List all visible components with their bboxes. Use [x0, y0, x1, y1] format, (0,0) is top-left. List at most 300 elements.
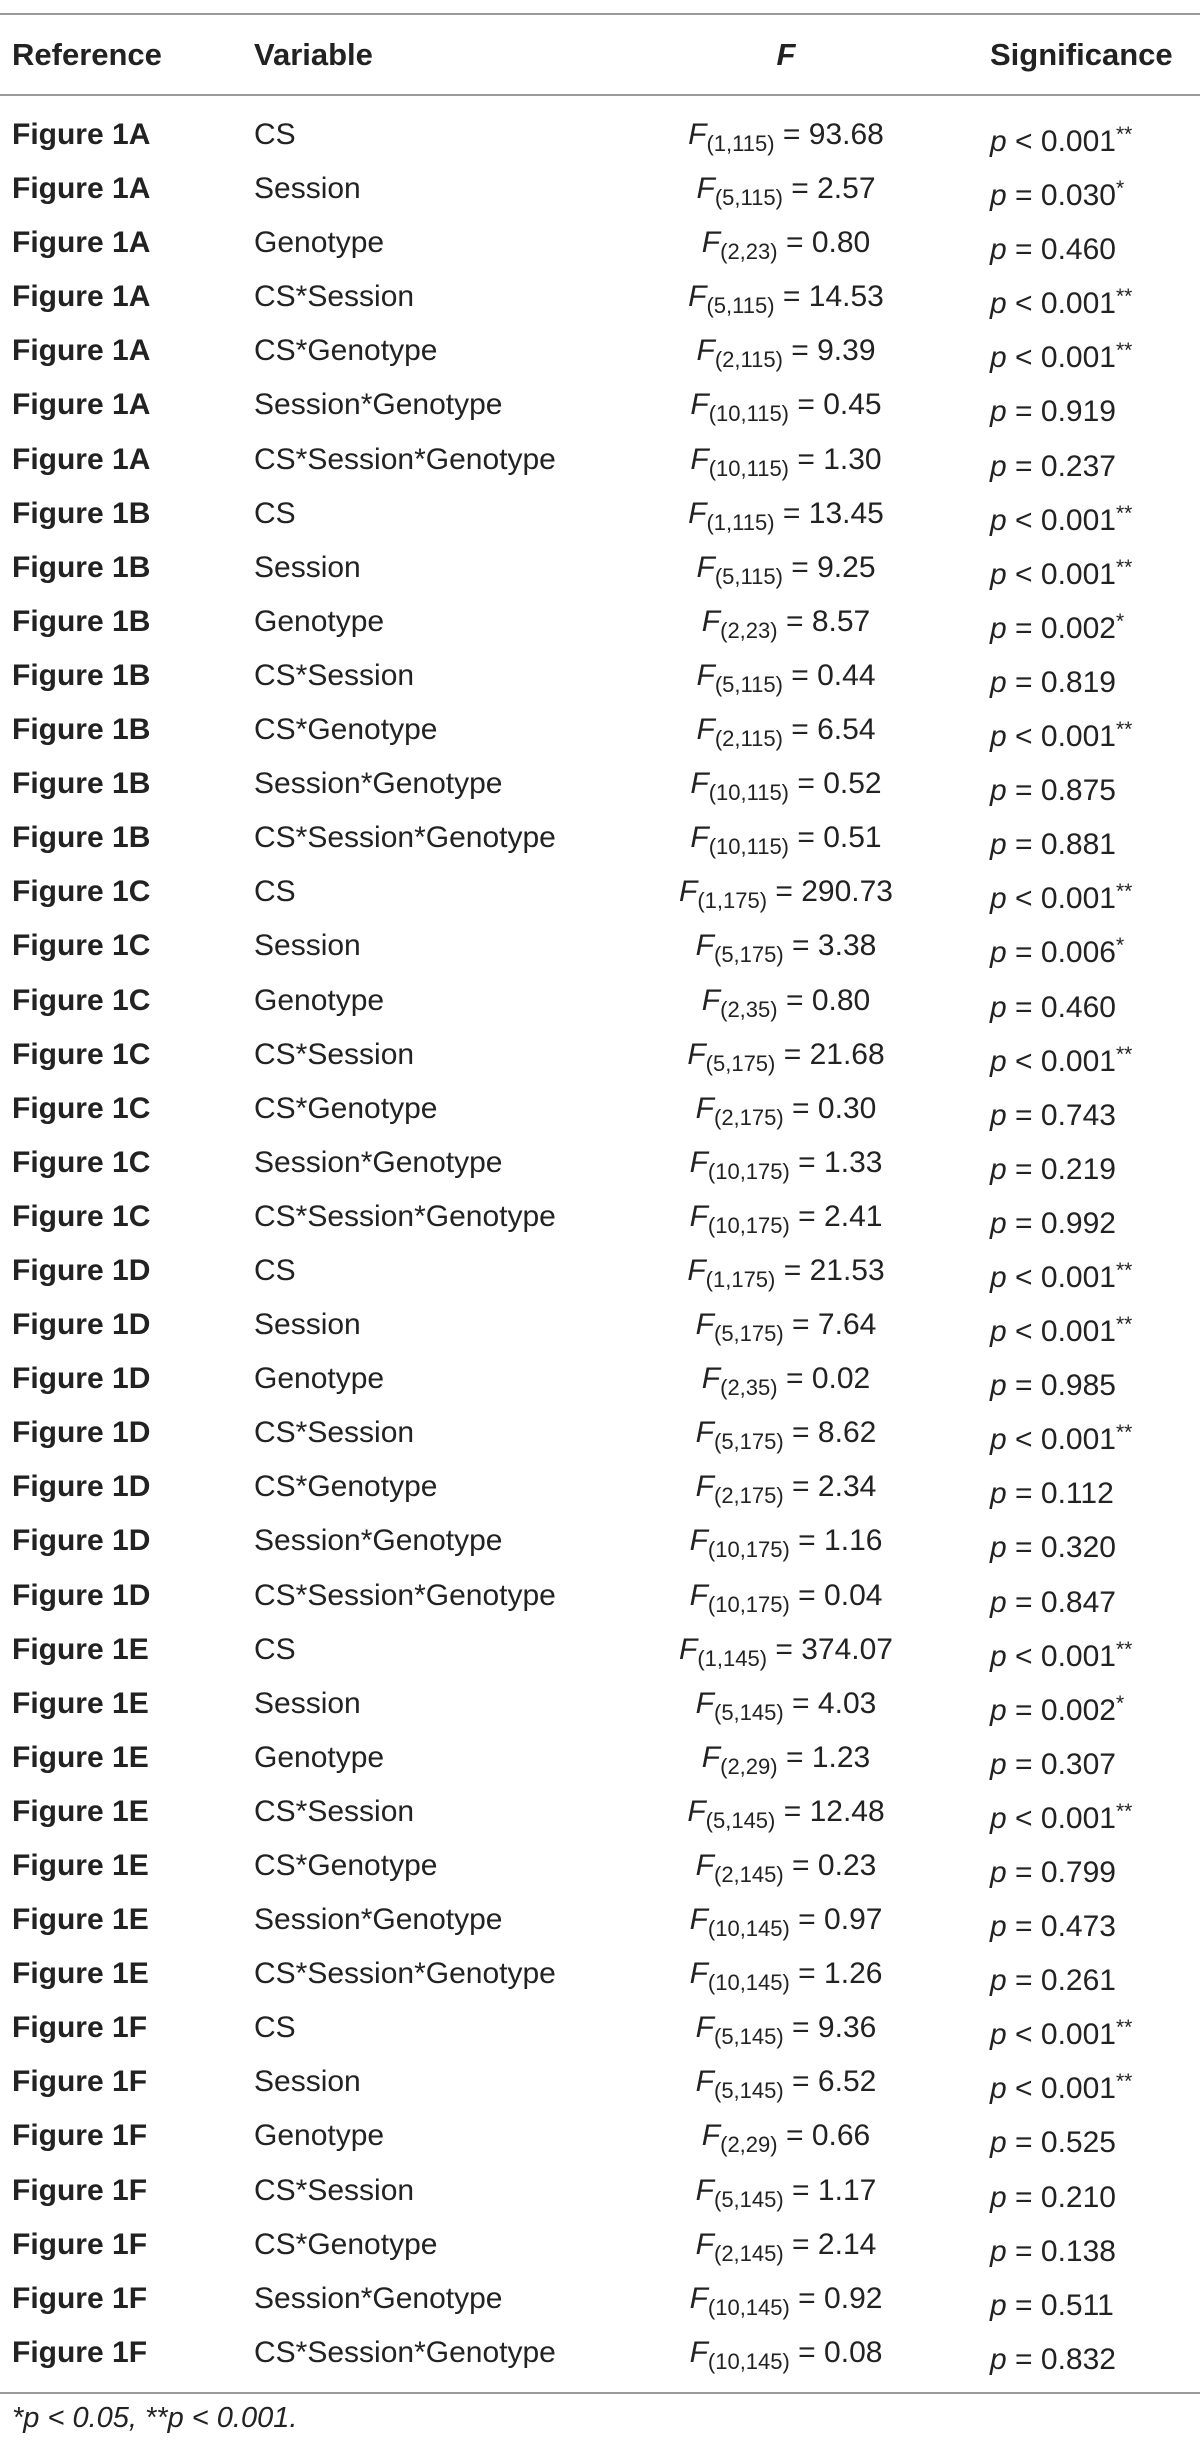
f-degrees-of-freedom: (2,23) [720, 617, 778, 643]
row-significance [990, 1460, 1114, 1514]
p-symbol: p [990, 2288, 1007, 2322]
f-value: 0.45 [823, 388, 882, 422]
table-bottom-rule [0, 2392, 1200, 2394]
f-degrees-of-freedom: (5,175) [714, 1429, 784, 1455]
f-degrees-of-freedom: (2,145) [714, 2240, 784, 2266]
row-f-statistic: $F_{(10,175)} = 1.16$ [689, 1524, 883, 1563]
row-significance [990, 919, 1124, 973]
row-reference: Figure 1B [12, 604, 151, 638]
row-f-statistic: $F_{(2,23)} = 8.57$ [701, 604, 871, 643]
f-value: 2.41 [824, 1199, 883, 1233]
f-value: 4.03 [817, 1686, 877, 1720]
row-reference: Figure 1F [12, 2227, 148, 2261]
p-operator: < [1015, 557, 1033, 591]
f-degrees-of-freedom: (10,145) [707, 2348, 790, 2374]
p-symbol: p [990, 828, 1007, 862]
f-symbol: F [689, 1578, 708, 1612]
f-degrees-of-freedom: (5,145) [714, 1699, 784, 1725]
row-reference: Figure 1F [12, 2119, 148, 2153]
row-significance [990, 2055, 1132, 2109]
p-operator: < [1015, 1639, 1033, 1673]
row-significance [990, 2272, 1114, 2326]
row-variable: CS*Session [254, 2173, 415, 2207]
f-value: 13.45 [808, 496, 884, 530]
row-significance [990, 1514, 1116, 1568]
row-reference: Figure 1E [12, 1632, 149, 1666]
f-degrees-of-freedom: (1,115) [706, 509, 775, 535]
f-symbol: F [696, 658, 715, 692]
f-value: 1.16 [824, 1524, 883, 1558]
p-symbol: p [990, 1531, 1007, 1565]
table-row [0, 541, 1200, 595]
row-significance [990, 216, 1116, 270]
table-row [0, 378, 1200, 432]
table-row [0, 865, 1200, 919]
f-value: 0.08 [824, 2335, 883, 2369]
table-body [0, 108, 1200, 2380]
p-value: 0.819 [1040, 665, 1116, 699]
f-value: 93.68 [808, 118, 884, 151]
row-f-statistic: $F_{(2,35)} = 0.02$ [701, 1362, 871, 1401]
table-row [0, 2272, 1200, 2326]
f-value: 1.17 [817, 2173, 877, 2207]
p-value: 0.219 [1040, 1152, 1116, 1186]
row-f-statistic: $F_{(1,175)} = 290.73$ [678, 875, 893, 914]
significance-stars: ** [1115, 555, 1133, 579]
row-variable: Genotype [254, 2119, 385, 2153]
row-variable: Session [254, 172, 361, 206]
p-symbol: p [990, 287, 1007, 321]
f-symbol: F [695, 1308, 714, 1342]
row-variable: Session [254, 1308, 361, 1342]
p-symbol: p [990, 395, 1007, 429]
row-variable: CS*Session*Genotype [254, 2335, 556, 2369]
row-reference: Figure 1F [12, 2011, 148, 2045]
row-significance [990, 1731, 1116, 1785]
row-reference: Figure 1A [12, 118, 151, 151]
f-symbol: F [687, 1253, 706, 1287]
table-row [0, 1623, 1200, 1677]
p-symbol: p [990, 125, 1007, 158]
f-degrees-of-freedom: (5,115) [706, 293, 775, 319]
row-significance [990, 811, 1116, 865]
row-reference: Figure 1A [12, 280, 151, 314]
row-significance [990, 974, 1116, 1028]
f-symbol: F [695, 1849, 714, 1882]
p-value: 0.112 [1040, 1477, 1114, 1511]
row-significance [990, 595, 1124, 649]
row-variable: CS*Session [254, 1416, 415, 1450]
f-symbol: F [688, 280, 707, 314]
row-reference: Figure 1D [12, 1308, 151, 1342]
row-f-statistic: $F_{(5,115)} = 2.57$ [696, 172, 876, 211]
p-symbol: p [990, 1206, 1007, 1240]
row-significance [990, 757, 1116, 811]
row-variable: Genotype [254, 1362, 385, 1396]
f-symbol: F [696, 172, 715, 206]
p-value: 0.030 [1040, 179, 1116, 213]
row-f-statistic: $F_{(5,145)} = 4.03$ [695, 1686, 877, 1725]
row-f-statistic: $F_{(10,115)} = 0.52$ [690, 767, 882, 806]
p-symbol: p [990, 774, 1007, 808]
p-operator: = [1015, 1585, 1033, 1619]
p-symbol: p [990, 1260, 1007, 1294]
p-symbol: p [990, 233, 1007, 267]
row-significance [990, 324, 1132, 378]
row-variable: CS*Session*Genotype [254, 442, 556, 476]
table-row [0, 1406, 1200, 1460]
row-f-statistic: $F_{(10,115)} = 0.45$ [690, 388, 882, 427]
f-symbol: F [701, 2119, 721, 2153]
p-value: 0.511 [1040, 2288, 1114, 2322]
p-operator: < [1015, 720, 1033, 754]
p-value: 0.992 [1040, 1206, 1116, 1240]
row-significance [990, 1623, 1132, 1677]
table-row [0, 595, 1200, 649]
row-reference: Figure 1E [12, 1903, 149, 1937]
f-value: 0.66 [811, 2119, 871, 2153]
p-value: 0.001 [1040, 882, 1116, 916]
f-degrees-of-freedom: (2,35) [720, 996, 778, 1022]
table-row [0, 2001, 1200, 2055]
f-value: 1.33 [824, 1145, 883, 1179]
row-significance [990, 1839, 1116, 1893]
row-variable: Session*Genotype [254, 388, 503, 422]
p-value: 0.261 [1040, 1964, 1116, 1998]
p-operator: = [1015, 1369, 1033, 1403]
p-symbol: p [990, 1747, 1007, 1781]
row-reference: Figure 1B [12, 767, 151, 801]
p-value: 0.875 [1040, 774, 1116, 808]
p-value: 0.001 [1040, 341, 1116, 375]
row-reference: Figure 1E [12, 1740, 149, 1774]
table-row [0, 1082, 1200, 1136]
f-symbol: F [689, 1957, 708, 1991]
table-row [0, 1298, 1200, 1352]
table-row [0, 2218, 1200, 2272]
p-symbol: p [990, 179, 1007, 213]
f-symbol: F [695, 1470, 714, 1504]
f-value: 1.26 [824, 1957, 883, 1991]
f-symbol: F [701, 226, 721, 260]
significance-stars: ** [1115, 339, 1133, 363]
table-row [0, 1028, 1200, 1082]
p-value: 0.881 [1040, 828, 1116, 862]
f-symbol: F [688, 118, 707, 151]
p-operator: < [1015, 882, 1033, 916]
f-value: 374.07 [801, 1632, 893, 1666]
f-degrees-of-freedom: (2,115) [714, 347, 783, 373]
row-reference: Figure 1B [12, 713, 151, 747]
f-symbol: F [695, 1091, 714, 1125]
p-symbol: p [990, 1152, 1007, 1186]
significance-stars: ** [1115, 1421, 1133, 1445]
f-degrees-of-freedom: (5,145) [714, 2186, 784, 2212]
p-operator: = [1015, 179, 1033, 213]
p-value: 0.237 [1040, 449, 1116, 483]
row-f-statistic: $F_{(10,145)} = 0.08$ [689, 2335, 883, 2374]
row-reference: Figure 1E [12, 1794, 149, 1828]
row-reference: Figure 1B [12, 821, 151, 855]
row-f-statistic: $F_{(2,145)} = 0.23$ [695, 1849, 877, 1887]
row-reference: Figure 1E [12, 1957, 149, 1991]
f-symbol: F [688, 496, 707, 530]
f-symbol: F [696, 713, 715, 747]
p-symbol: p [990, 936, 1007, 970]
p-symbol: p [990, 2180, 1007, 2214]
table-row [0, 649, 1200, 703]
p-symbol: p [990, 2072, 1007, 2106]
f-value: 0.80 [811, 226, 871, 260]
f-value: 0.51 [823, 821, 882, 855]
p-value: 0.473 [1040, 1910, 1116, 1944]
table-row [0, 324, 1200, 378]
p-symbol: p [990, 2126, 1007, 2160]
f-degrees-of-freedom: (10,145) [707, 1970, 790, 1996]
row-variable: Session*Genotype [254, 1903, 503, 1937]
f-value: 0.02 [811, 1362, 871, 1396]
f-symbol: F [695, 1686, 714, 1720]
row-variable: CS*Session*Genotype [254, 1957, 556, 1991]
p-symbol: p [990, 665, 1007, 699]
row-variable: CS [254, 496, 296, 530]
row-significance [990, 108, 1132, 162]
row-f-statistic: $F_{(2,175)} = 0.30$ [695, 1091, 877, 1130]
significance-stars: * [1115, 177, 1125, 201]
row-f-statistic: $F_{(5,115)} = 9.25$ [696, 550, 876, 589]
p-value: 0.001 [1040, 1315, 1116, 1349]
f-value: 2.57 [817, 172, 876, 206]
significance-stars: ** [1115, 1799, 1133, 1823]
f-symbol: F [689, 1524, 708, 1558]
row-reference: Figure 1C [12, 1037, 151, 1071]
f-degrees-of-freedom: (5,115) [714, 563, 783, 589]
row-variable: CS [254, 875, 296, 909]
p-operator: = [1015, 1964, 1033, 1998]
row-significance [990, 162, 1124, 216]
p-operator: = [1015, 449, 1033, 483]
p-value: 0.001 [1040, 1801, 1116, 1835]
f-symbol: F [690, 388, 709, 422]
p-value: 0.001 [1040, 720, 1116, 754]
f-symbol: F [695, 929, 714, 963]
row-variable: CS*Session [254, 658, 415, 692]
row-significance [990, 1298, 1132, 1352]
row-f-statistic: $F_{(10,175)} = 0.04$ [689, 1578, 883, 1617]
p-operator: = [1015, 395, 1033, 429]
p-symbol: p [990, 1693, 1007, 1727]
row-significance [990, 2109, 1116, 2163]
row-f-statistic: $F_{(2,23)} = 0.80$ [701, 226, 871, 265]
row-reference: Figure 1D [12, 1253, 151, 1287]
row-variable: Session [254, 550, 361, 584]
p-operator: = [1015, 233, 1033, 267]
f-value: 0.44 [817, 658, 876, 692]
f-symbol: F [689, 2335, 708, 2369]
p-symbol: p [990, 1910, 1007, 1944]
p-operator: < [1015, 503, 1033, 537]
f-value: 290.73 [801, 875, 893, 909]
table-row [0, 703, 1200, 757]
f-value: 21.53 [809, 1253, 885, 1287]
row-f-statistic: $F_{(2,115)} = 9.39$ [696, 334, 876, 373]
row-f-statistic: $F_{(2,175)} = 2.34$ [695, 1470, 877, 1509]
row-f-statistic: $F_{(2,115)} = 6.54$ [696, 713, 876, 752]
row-f-statistic: $F_{(5,175)} = 7.64$ [695, 1308, 877, 1347]
f-degrees-of-freedom: (2,29) [720, 1753, 778, 1779]
significance-stars: ** [1115, 1637, 1133, 1661]
row-reference: Figure 1D [12, 1524, 151, 1558]
row-significance [990, 649, 1116, 703]
f-symbol: F [696, 334, 715, 368]
row-f-statistic: $F_{(1,175)} = 21.53$ [687, 1253, 885, 1292]
row-variable: Genotype [254, 1740, 385, 1774]
f-value: 0.04 [824, 1578, 883, 1612]
f-degrees-of-freedom: (5,115) [714, 671, 783, 697]
p-value: 0.320 [1040, 1531, 1116, 1565]
row-f-statistic: $F_{(1,115)} = 93.68$ [688, 118, 884, 156]
p-operator: < [1015, 1260, 1033, 1294]
row-reference: Figure 1E [12, 1686, 149, 1720]
row-significance [990, 1677, 1124, 1731]
row-f-statistic: $F_{(2,29)} = 1.23$ [701, 1740, 871, 1779]
p-symbol: p [990, 1369, 1007, 1403]
p-operator: = [1015, 936, 1033, 970]
row-significance [990, 433, 1116, 487]
row-reference: Figure 1B [12, 550, 151, 584]
row-reference: Figure 1C [12, 929, 151, 963]
p-operator: < [1015, 1423, 1033, 1457]
f-value: 9.39 [817, 334, 876, 368]
row-variable: CS*Genotype [254, 2227, 438, 2261]
row-variable: CS*Session*Genotype [254, 1199, 556, 1233]
f-degrees-of-freedom: (10,115) [708, 401, 790, 427]
f-symbol: F [689, 1903, 708, 1937]
f-degrees-of-freedom: (1,175) [705, 1266, 776, 1292]
f-symbol: F [695, 2011, 714, 2045]
row-reference: Figure 1B [12, 658, 151, 692]
row-f-statistic: $F_{(1,145)} = 374.07$ [678, 1632, 893, 1671]
table-footnote: *p < 0.05, **p < 0.001. [12, 2402, 298, 2434]
significance-stars: ** [1115, 285, 1133, 309]
p-value: 0.001 [1040, 1260, 1116, 1294]
p-symbol: p [990, 611, 1007, 645]
row-significance [990, 1190, 1116, 1244]
significance-stars: ** [1115, 2070, 1133, 2094]
p-value: 0.001 [1040, 1044, 1116, 1078]
f-degrees-of-freedom: (2,175) [714, 1104, 784, 1130]
f-degrees-of-freedom: (2,175) [714, 1483, 784, 1509]
p-value: 0.832 [1040, 2342, 1116, 2376]
row-variable: CS [254, 2011, 296, 2045]
row-f-statistic: $F_{(10,145)} = 0.92$ [689, 2281, 883, 2320]
row-variable: Session*Genotype [254, 1145, 503, 1179]
f-symbol: F [687, 1794, 706, 1828]
significance-stars: ** [1115, 1042, 1133, 1066]
p-operator: = [1015, 2180, 1033, 2214]
row-significance [990, 2001, 1132, 2055]
p-operator: = [1015, 1747, 1033, 1781]
f-symbol: F [690, 442, 709, 476]
f-degrees-of-freedom: (5,175) [705, 1050, 776, 1076]
p-value: 0.847 [1040, 1585, 1116, 1619]
row-significance [990, 487, 1132, 541]
table-row [0, 1731, 1200, 1785]
f-value: 2.34 [817, 1470, 877, 1504]
p-symbol: p [990, 1044, 1007, 1078]
p-operator: = [1015, 1531, 1033, 1565]
p-value: 0.001 [1040, 503, 1116, 537]
row-variable: CS*Genotype [254, 1849, 438, 1882]
p-operator: = [1015, 1098, 1033, 1132]
row-significance [990, 1082, 1116, 1136]
table-row [0, 1460, 1200, 1514]
table-row [0, 162, 1200, 216]
p-value: 0.001 [1040, 1423, 1116, 1457]
table-row [0, 270, 1200, 324]
table-header [0, 15, 1200, 94]
p-symbol: p [990, 1964, 1007, 1998]
f-degrees-of-freedom: (5,145) [714, 2024, 784, 2050]
row-variable: Genotype [254, 604, 385, 638]
row-variable: Session [254, 929, 361, 963]
row-f-statistic: $F_{(5,145)} = 6.52$ [695, 2065, 877, 2104]
f-value: 7.64 [817, 1308, 877, 1342]
table-row [0, 919, 1200, 973]
p-symbol: p [990, 503, 1007, 537]
table-row [0, 1677, 1200, 1731]
row-f-statistic: $F_{(2,29)} = 0.66$ [701, 2119, 871, 2158]
p-operator: = [1015, 1856, 1033, 1889]
f-symbol: F [701, 1362, 721, 1396]
f-degrees-of-freedom: (10,175) [707, 1212, 790, 1238]
row-significance [990, 1785, 1132, 1839]
f-symbol: F [701, 604, 721, 638]
p-operator: = [1015, 774, 1033, 808]
p-operator: < [1015, 287, 1033, 321]
row-variable: CS*Genotype [254, 334, 438, 368]
row-variable: Session*Genotype [254, 767, 503, 801]
significance-stars: ** [1115, 1258, 1133, 1282]
row-f-statistic: $F_{(1,115)} = 13.45$ [688, 496, 884, 535]
p-value: 0.001 [1040, 125, 1116, 158]
f-value: 14.53 [808, 280, 884, 314]
significance-stars: ** [1115, 718, 1133, 742]
row-f-statistic: $F_{(2,145)} = 2.14$ [695, 2227, 877, 2266]
row-significance [990, 1244, 1132, 1298]
f-degrees-of-freedom: (10,145) [707, 1916, 790, 1942]
row-f-statistic: $F_{(10,175)} = 1.33$ [689, 1145, 883, 1184]
row-significance [990, 270, 1132, 324]
row-reference: Figure 1D [12, 1578, 151, 1612]
row-f-statistic: $F_{(5,145)} = 1.17$ [695, 2173, 877, 2212]
table-row [0, 487, 1200, 541]
f-value: 2.14 [817, 2227, 877, 2261]
row-reference: Figure 1C [12, 983, 151, 1017]
row-significance [990, 1893, 1116, 1947]
f-symbol: F [678, 875, 698, 909]
row-variable: Genotype [254, 226, 385, 260]
table-row [0, 216, 1200, 270]
f-value: 8.57 [811, 604, 871, 638]
f-symbol: F [696, 550, 715, 584]
row-reference: Figure 1C [12, 875, 151, 909]
p-value: 0.985 [1040, 1369, 1116, 1403]
p-symbol: p [990, 2342, 1007, 2376]
row-reference: Figure 1C [12, 1145, 151, 1179]
f-value: 3.38 [817, 929, 877, 963]
p-value: 0.919 [1040, 395, 1116, 429]
